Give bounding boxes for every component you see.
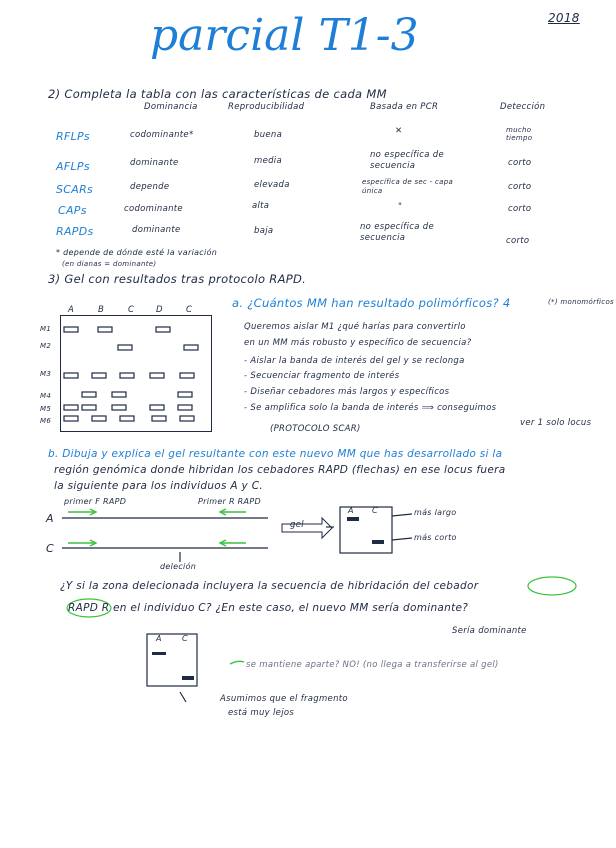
q3c-answer: Sería dominante	[452, 626, 527, 636]
q3a-question	[232, 296, 510, 310]
q3a-question-text: a. ¿Cuántos MM han resultado polimórficos? 4	[232, 296, 511, 310]
row-rflps-pcr: ✕	[395, 126, 403, 136]
row-rflps-rep: buena	[254, 130, 283, 140]
q3a-bullet-1: - Aislar la banda de interés del gel y se reclonga	[244, 356, 465, 366]
gel-lane-b: B	[98, 305, 105, 315]
row-rapds-dom: dominante	[132, 225, 181, 235]
row-rflps-det: mucho tiempo	[506, 126, 533, 142]
row-rapds-pcr: no específica de secuencia	[360, 222, 434, 243]
marker-m5: M5	[40, 405, 52, 413]
locus-c-label: C	[46, 542, 54, 555]
row-rapds-rep: baja	[254, 226, 274, 236]
row-rflps-name: RFLPs	[56, 130, 90, 143]
row-scars-dom: depende	[130, 182, 170, 192]
gel3-lane-c: C	[182, 634, 188, 643]
q3c-assume-1: Asumimos que el fragmento	[220, 694, 348, 704]
q3a-bullet-4: - Se amplifica solo la banda de interés ⟹ conseguimos	[244, 403, 497, 413]
marker-m3: M3	[40, 370, 52, 378]
footnote-2: (en dianas = dominante)	[62, 260, 157, 268]
row-rapds-det: corto	[506, 236, 530, 246]
q3b-line-3: la siguiente para los individuos A y C.	[54, 480, 263, 492]
row-aflps-pcr: no específica de secuencia	[370, 150, 444, 171]
q3c-line-1: ¿Y si la zona delecionada incluyera la secuencia de hibridación del cebador	[60, 580, 479, 592]
row-aflps-rep: media	[254, 156, 282, 166]
gel2-lane-c: C	[372, 506, 378, 515]
gel-lane-c: C	[128, 305, 135, 315]
q3c-assume-2: está muy lejos	[228, 708, 295, 718]
shorter-label: más corto	[414, 533, 457, 542]
row-scars-pcr: específica de sec - capa única	[362, 178, 454, 195]
q3b-line-1-text: b. Dibuja y explica el gel resultante con este nuevo MM que has desarrollado si la	[48, 448, 503, 460]
q3b-line-2: región genómica donde hibridan los cebadores RAPD (flechas) en ese locus fuera	[54, 464, 506, 476]
footnote-1: * depende de dónde esté la variación	[56, 248, 218, 257]
row-caps-det: corto	[508, 204, 532, 214]
gel-lane-d: D	[156, 305, 163, 315]
q3b-line-1	[48, 448, 502, 460]
row-rflps-dom: codominante*	[130, 130, 194, 140]
gel-lane-c2: C	[186, 305, 193, 315]
primer-r-label: Primer R RAPD	[198, 497, 261, 506]
row-scars-name: SCARs	[56, 183, 94, 196]
row-caps-rep: alta	[252, 201, 270, 211]
row-aflps-name: AFLPs	[56, 160, 90, 173]
q3c-line-2: RAPD R en el individuo C? ¿En este caso, el nuevo MM sería dominante?	[68, 602, 469, 614]
year: 2018	[548, 11, 580, 25]
locus-a-label: A	[46, 512, 54, 525]
row-rapds-name: RAPDs	[56, 225, 94, 238]
gel3-lane-a: A	[156, 634, 162, 643]
q3a-answer-1: Queremos aislar M1 ¿qué harías para convertirlo	[244, 322, 466, 332]
row-aflps-det: corto	[508, 158, 532, 168]
row-caps-name: CAPs	[58, 204, 87, 217]
q3a-protocol: (PROTOCOLO SCAR)	[270, 424, 361, 434]
deletion-label: deleción	[160, 562, 197, 571]
header-pcr: Basada en PCR	[370, 102, 439, 112]
header-dominancia: Dominancia	[144, 102, 198, 112]
q3-prompt: 3) Gel con resultados tras protocolo RAPD.	[48, 272, 307, 286]
marker-m1: M1	[40, 325, 52, 333]
q3a-tail: ver 1 solo locus	[520, 418, 592, 428]
gel-arrow-label: gel	[290, 520, 304, 530]
row-scars-det: corto	[508, 182, 532, 192]
row-aflps-dom: dominante	[130, 158, 179, 168]
q3a-bullet-2: - Secuenciar fragmento de interés	[244, 371, 400, 381]
gel-lane-a: A	[68, 305, 75, 315]
primer-f-label: primer F RAPD	[64, 497, 127, 506]
q3a-bullet-3: - Diseñar cebadores más largos y específicos	[244, 387, 450, 397]
marker-m6: M6	[40, 417, 52, 425]
row-caps-dom: codominante	[124, 204, 183, 214]
page-title: parcial T1-3	[150, 10, 419, 61]
header-deteccion: Detección	[500, 102, 546, 112]
marker-m4: M4	[40, 392, 52, 400]
header-reproducibilidad: Reproducibilidad	[228, 102, 305, 112]
q2-prompt: 2) Completa la tabla con las características de cada MM	[48, 87, 387, 101]
longer-label: más largo	[414, 508, 457, 517]
marker-m2: M2	[40, 342, 52, 350]
q3c-side-note: se mantiene aparte? NO! (no llega a transferirse al gel)	[246, 660, 499, 670]
row-scars-rep: elevada	[254, 180, 290, 190]
row-caps-pcr: "	[398, 202, 403, 212]
q3a-answer-2: en un MM más robusto y específico de secuencia?	[244, 338, 472, 348]
q3a-note: (*) monomórficos	[548, 298, 614, 306]
gel2-lane-a: A	[348, 506, 354, 515]
